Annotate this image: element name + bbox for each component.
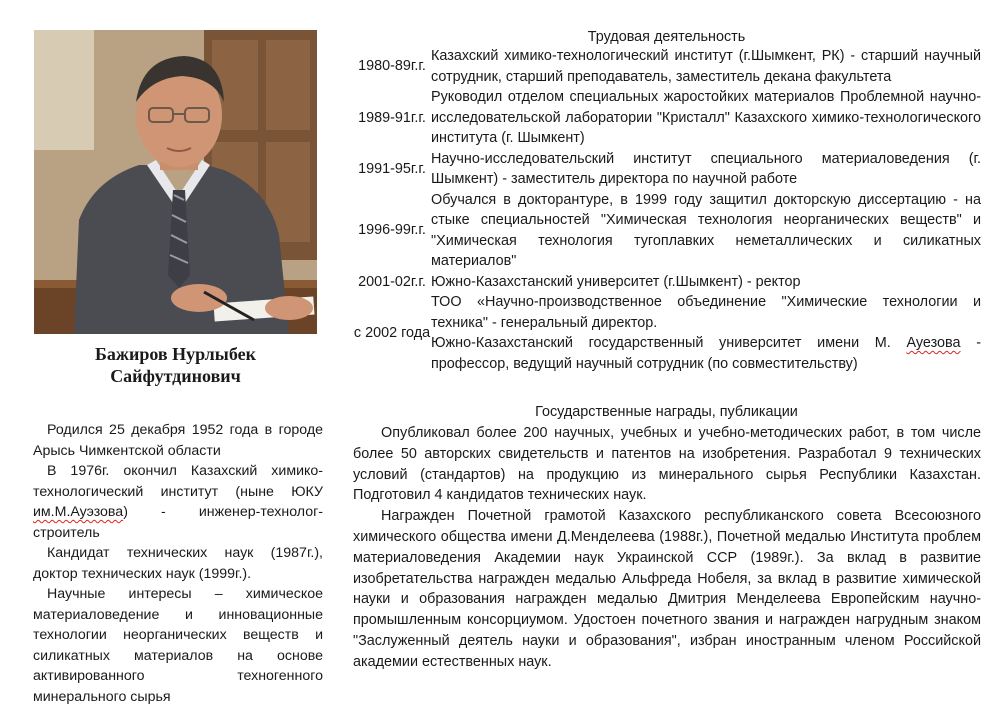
work-desc: Казахский химико-технологический институт (г.Шымкент, РК) - старший научный сотрудник, старший преподаватель, заместитель декана факультета [431,48,981,85]
bio-birth: Родился 25 декабря 1952 года в городе Арысь Чимкентской области [33,422,323,459]
bio-interests: Научные интересы – химическое материаловедение и инновационные технологии неорганических веществ и силикатных материалов на основе активированного техногенного минерального сырья [33,586,323,705]
work-years: с 2002 года [353,324,431,341]
work-row [353,272,981,293]
work-table [353,46,981,374]
biography [33,420,323,707]
work-desc: Обучался в докторантуре, в 1999 году защитил докторскую диссертацию - на стыке специальностей "Химическая технология неорганических веществ" и "Химическая технология тугоплавких неметаллических и силикатных материалов" [431,191,981,269]
bio-education-flag: им.М.Ауэзова [33,504,124,520]
work-desc: Научно-исследовательский институт специального материаловедения (г. Шымкент) - заместитель директора по научной работе [431,150,981,187]
work-row [353,149,981,190]
work-row [353,87,981,149]
name-line-2: Сайфутдинович [110,366,241,386]
bio-education-pre: В 1976г. окончил Казахский химико-технологический институт (ныне ЮКУ [33,463,323,500]
work-title: Трудовая деятельность [587,29,746,45]
work-desc [431,292,981,374]
work-years: 1996-99г.г. [358,222,426,239]
work-row [353,190,981,272]
work-desc-flag: Ауезова [906,335,961,351]
person-name [34,343,317,387]
bio-degrees: Кандидат технических наук (1987г.), доктор технических наук (1999г.). [33,545,323,582]
bio-education [33,461,323,543]
name-line-1: Бажиров Нурлыбек [95,344,256,364]
work-desc-post: - профессор, ведущий научный сотрудник (по совместительству) [431,335,981,372]
work-years: 1991-95г.г. [358,160,426,177]
awards-title: Государственные награды, публикации [535,404,798,420]
awards-honors: Награжден Почетной грамотой Казахского республиканского совета Всесоюзного химического общества имени Д.Менделеева (1988г.), Почетной медалью Института проблем материаловедения Академии наук Украинской ССР (1989г.). За вклад в развитие изобретательства награжден медалью Альфреда Нобеля, за вклад в развитие химической науки и образования награжден медалью Дмитрия Менделеева Европейским научно-промышленным консорциумом. Удостоен почетного звания и награжден нагрудным знаком "Заслуженный деятель науки и образования", избран иностранным членом Российской академии естественных наук. [353,508,981,670]
awards-publications: Опубликовал более 200 научных, учебных и учебно-методических работ, в том числе более 50 авторских свидетельств и патентов на изобретения. Разработал 9 технических условий (стандартов) на продукцию из минерального сырья Республики Казахстан. Подготовил 4 кандидатов технических наук. [353,425,981,504]
work-desc-pre: Южно-Казахстанский государственный университет имени М. [431,335,907,351]
work-years: 1980-89г.г. [358,58,426,75]
work-desc: Руководил отделом специальных жаростойких материалов Проблемной научно-исследовательской лаборатории "Кристалл" Казахского химико-технологического института (г. Шымкент) [431,89,981,146]
awards-text [353,423,981,673]
work-desc-line: ТОО «Научно-производственное объединение "Химические технологии и техника" - генеральный директор. [431,294,981,331]
work-years: 1989-91г.г. [358,109,426,126]
work-years: 2001-02г.г. [358,273,426,290]
portrait-illustration [34,30,317,334]
portrait-photo [34,30,317,334]
work-row [353,292,981,374]
work-row [353,46,981,87]
bio-education-post: ) - инженер-технолог-строитель [33,504,323,541]
work-desc: Южно-Казахстанский университет (г.Шымкент) - ректор [431,273,801,290]
work-desc-line [431,333,981,374]
